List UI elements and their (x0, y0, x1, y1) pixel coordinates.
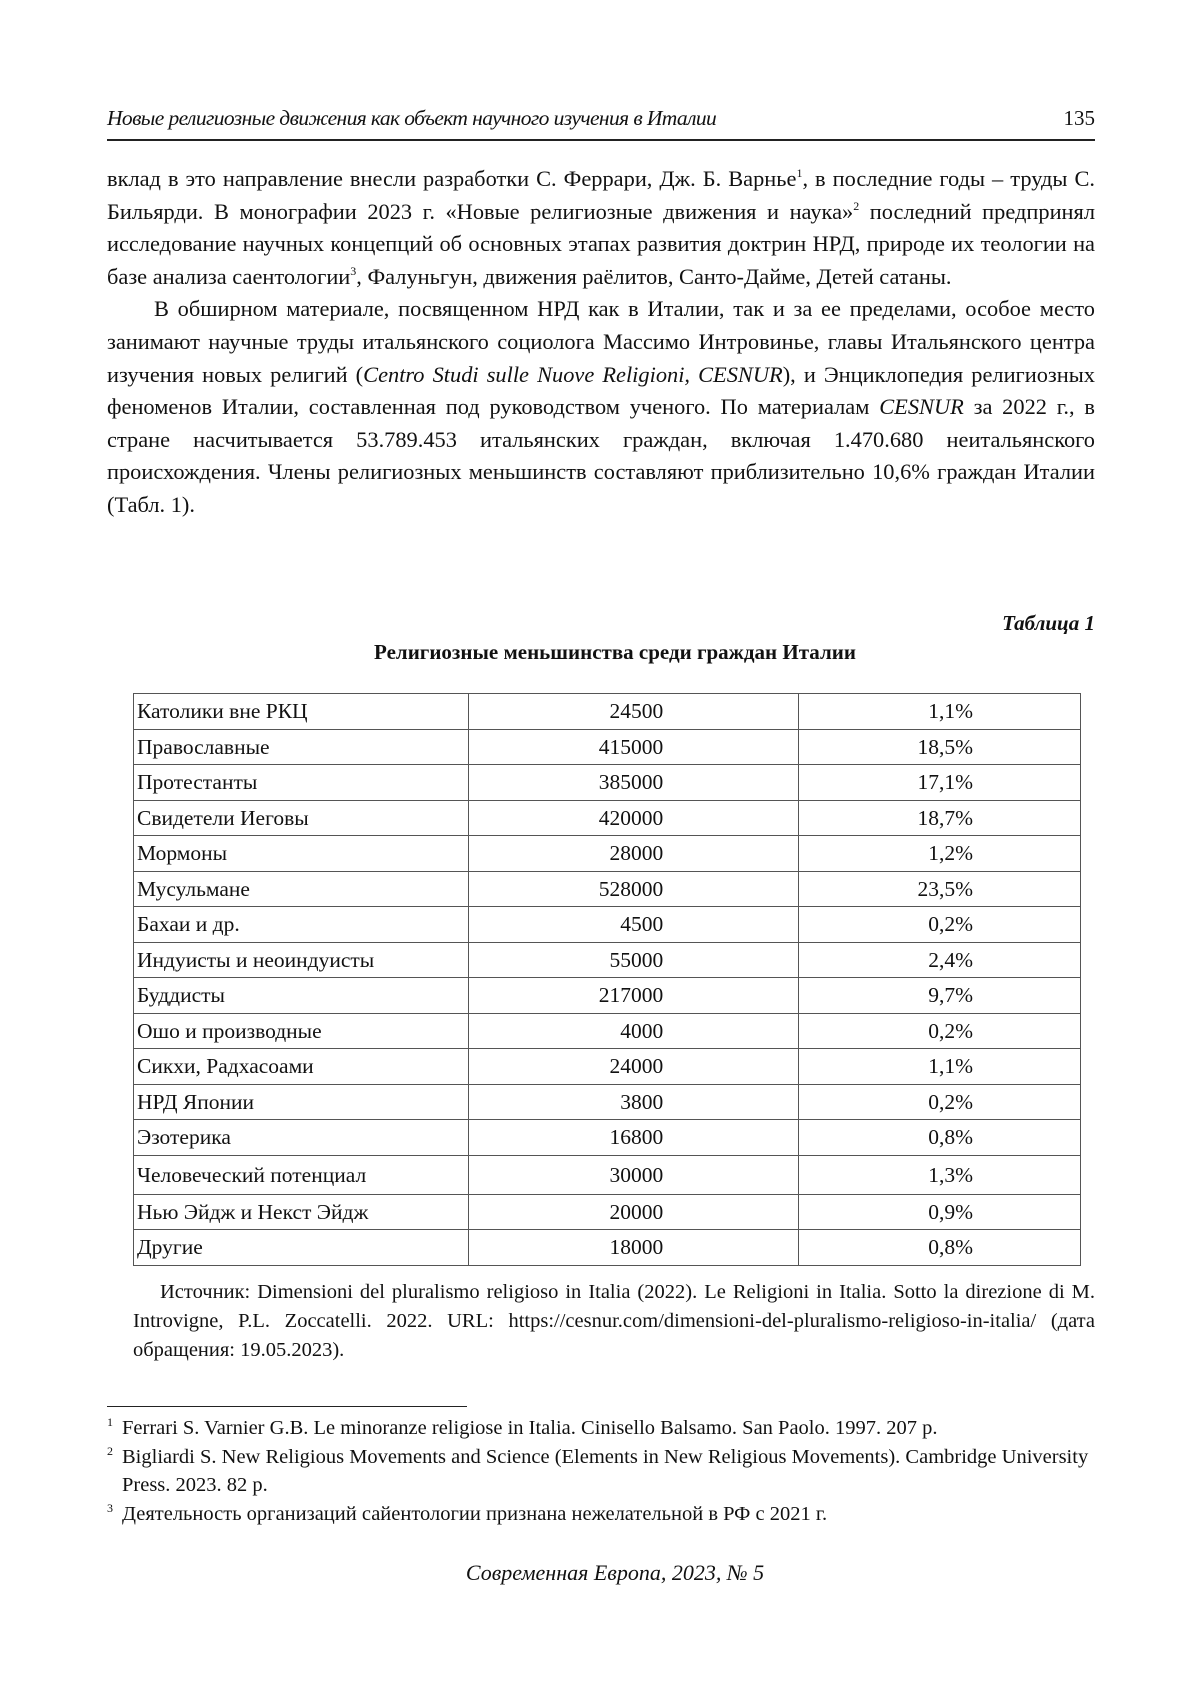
row-name: Мормоны (134, 836, 469, 872)
table-row (134, 1120, 1081, 1156)
header-rule (107, 139, 1095, 141)
row-name: Свидетели Иеговы (134, 800, 469, 836)
footnote-3 (107, 1500, 1097, 1529)
table-row (134, 1155, 1081, 1194)
text-run: за 2022 г., в стране насчитывается 53.789.453 итальянских граждан, включая 1.470.680 неитальянского происхождения. Члены религиозных меньшинств составляют приблизительно 10,6% граждан Италии (Табл. 1). (107, 394, 1095, 517)
row-percent: 1,3% (799, 1155, 1081, 1194)
row-count: 385000 (469, 765, 799, 801)
row-name: НРД Японии (134, 1084, 469, 1120)
row-name: Католики вне РКЦ (134, 694, 469, 730)
row-percent: 18,5% (799, 729, 1081, 765)
row-count: 30000 (469, 1155, 799, 1194)
row-percent: 17,1% (799, 765, 1081, 801)
row-name: Ошо и производные (134, 1013, 469, 1049)
row-percent: 0,8% (799, 1120, 1081, 1156)
religious-minorities-table (133, 693, 1081, 1266)
row-count: 24000 (469, 1049, 799, 1085)
footnote-ref-1[interactable]: 1 (796, 166, 803, 180)
row-name: Православные (134, 729, 469, 765)
row-name: Мусульмане (134, 871, 469, 907)
row-name: Индуисты и неоиндуисты (134, 942, 469, 978)
text-run: , в последние годы – труды С. Бильярди. В монографии 2023 г. «Новые религиозные движения и наука» (107, 166, 1095, 224)
table-row (134, 1084, 1081, 1120)
footnote-text: Ferrari S. Varnier G.B. Le minoranze religiose in Italia. Cinisello Balsamo. San Paolo. 1997. 207 p. (122, 1417, 938, 1439)
table-row (134, 978, 1081, 1014)
row-percent: 23,5% (799, 871, 1081, 907)
row-percent: 0,2% (799, 1084, 1081, 1120)
italic-term: CESNUR (879, 394, 964, 420)
text-run: В обширном материале, посвященном НРД как в Италии, так и за ее пределами, особое место занимают научные труды итальянского социолога Массимо Интровинье, главы Итальянского центра изучения новых религий ( (107, 296, 1095, 387)
row-percent: 1,1% (799, 1049, 1081, 1085)
footnote-text: Bigliardi S. New Religious Movements and Science (Elements in New Religious Movements). Cambridge University Press. 2023. 82 p. (122, 1445, 1089, 1496)
row-count: 55000 (469, 942, 799, 978)
row-percent: 1,2% (799, 836, 1081, 872)
row-count: 528000 (469, 871, 799, 907)
row-name: Другие (134, 1230, 469, 1266)
page-number: 135 (1063, 106, 1095, 130)
row-count: 3800 (469, 1084, 799, 1120)
table-source-note (133, 1278, 1095, 1365)
footnote-number: 1 (107, 1415, 113, 1429)
footnote-separator (107, 1406, 467, 1407)
row-name: Эзотерика (134, 1120, 469, 1156)
row-name: Протестанты (134, 765, 469, 801)
table-row (134, 694, 1081, 730)
running-header (107, 104, 1095, 132)
text-run: последний предпринял исследование научных концепций об основных этапах развития доктрин НРД, природе их теологии на базе анализа саентологии (107, 198, 1096, 289)
footnote-1 (107, 1414, 1097, 1443)
footnote-number: 2 (107, 1443, 113, 1458)
row-name: Сикхи, Радхасоами (134, 1049, 469, 1085)
footnote-ref-3[interactable]: 3 (350, 263, 357, 278)
table-row (134, 1049, 1081, 1085)
row-count: 20000 (469, 1194, 799, 1230)
table-title: Религиозные меньшинства среди граждан Италии (374, 640, 856, 664)
table-row (134, 1013, 1081, 1049)
row-count: 415000 (469, 729, 799, 765)
row-percent: 0,2% (799, 907, 1081, 943)
row-percent: 18,7% (799, 800, 1081, 836)
table-row (134, 907, 1081, 943)
footnote-number: 3 (107, 1500, 113, 1515)
row-name: Буддисты (134, 978, 469, 1014)
row-percent: 1,1% (799, 694, 1081, 730)
row-count: 4500 (469, 907, 799, 943)
row-count: 420000 (469, 800, 799, 836)
row-count: 18000 (469, 1230, 799, 1266)
running-footer: Современная Европа, 2023, № 5 (465, 1560, 765, 1585)
paragraph-2 (107, 293, 1095, 521)
table-row (134, 765, 1081, 801)
row-count: 28000 (469, 836, 799, 872)
row-count: 16800 (469, 1120, 799, 1156)
row-percent: 0,9% (799, 1194, 1081, 1230)
row-percent: 0,8% (799, 1230, 1081, 1266)
footnote-2 (107, 1443, 1097, 1500)
row-percent: 9,7% (799, 978, 1081, 1014)
table-label: Таблица 1 (1002, 611, 1095, 635)
row-count: 4000 (469, 1013, 799, 1049)
text-run: , Фалуньгун, движения раёлитов, Санто-Дайме, Детей сатаны. (356, 263, 952, 289)
italic-term: Centro Studi sulle Nuove Religioni, CESNUR (363, 361, 783, 387)
footnote-text: Деятельность организаций сайентологии признана нежелательной в РФ с 2021 г. (122, 1502, 828, 1525)
table-row (134, 1194, 1081, 1230)
footnotes (107, 1414, 1097, 1528)
body-text (107, 163, 1095, 522)
table-row (134, 871, 1081, 907)
footnote-ref-2[interactable]: 2 (853, 198, 860, 213)
row-percent: 2,4% (799, 942, 1081, 978)
table-row (134, 800, 1081, 836)
row-count: 24500 (469, 694, 799, 730)
row-percent: 0,2% (799, 1013, 1081, 1049)
row-count: 217000 (469, 978, 799, 1014)
text-run: вклад в это направление внесли разработки С. Феррари, Дж. Б. Варнье (107, 166, 797, 191)
source-text: Источник: Dimensioni del pluralismo religioso in Italia (2022). Le Religioni in Italia. Sotto la direzione di M. Introvigne, P.L. Zoccatelli. 2022. URL: https://cesnur.com/dimensioni-del-pluralismo-religioso-in-italia/ (дата обращения: 19.05.2023). (133, 1281, 1095, 1361)
row-name: Человеческий потенциал (134, 1155, 469, 1194)
running-title: Новые религиозные движения как объект научного изучения в Италии (107, 106, 717, 130)
table-row (134, 1230, 1081, 1266)
row-name: Бахаи и др. (134, 907, 469, 943)
table-row (134, 942, 1081, 978)
table-row (134, 729, 1081, 765)
table-row (134, 836, 1081, 872)
row-name: Нью Эйдж и Некст Эйдж (134, 1194, 469, 1230)
paragraph-1 (107, 163, 1095, 293)
text-run: ), и Энциклопедия религиозных феноменов Италии, составленная под руководством ученого. По материалам (107, 361, 1095, 420)
